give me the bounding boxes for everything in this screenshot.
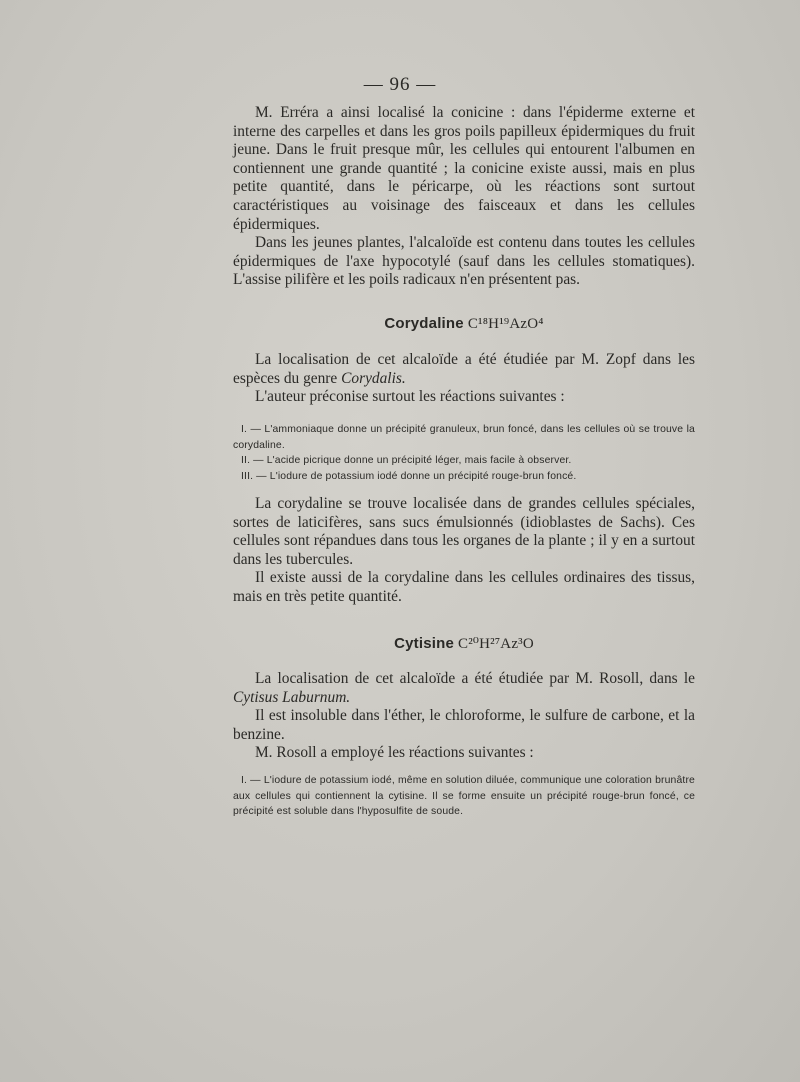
paragraph: Il existe aussi de la corydaline dans les cellules ordinaires des tissus, mais en très petite quantité. xyxy=(233,569,695,605)
paragraph: M. Erréra a ainsi localisé la conicine : dans l'épiderme externe et interne des carpelles et dans les gros poils papilleux épidermiques du fruit jeune. Dans le fruit presque mûr, les cellules qui entourent l'albumen en contiennent une grande quantité ; la conicine existe aussi, mais en plus petite quantité, dans le péricarpe, où les réactions sont surtout caractéristiques au voisinage des faisceaux et dans les cellules épidermiques. xyxy=(233,104,695,233)
section-heading-corydaline xyxy=(233,315,695,333)
cytisine-body xyxy=(233,670,695,763)
corydaline-reactions xyxy=(233,422,695,484)
paragraph: M. Rosoll a employé les réactions suivantes : xyxy=(255,744,534,762)
chemical-formula: C¹⁸H¹⁹AzO⁴ xyxy=(467,316,544,332)
genus-name: Corydalis. xyxy=(341,369,406,387)
reaction-item: III. — L'iodure de potassium iodé donne un précipité rouge-brun foncé. xyxy=(241,470,577,482)
genus-name: Cytisus Laburnum. xyxy=(233,688,351,706)
page-number: — 96 — xyxy=(363,74,437,95)
reaction-item: II. — L'acide picrique donne un précipité léger, mais facile à observer. xyxy=(241,455,572,467)
reaction-item: I. — L'ammoniaque donne un précipité granuleux, brun foncé, dans les cellules où se trouve la corydaline. xyxy=(233,424,695,451)
paragraph-text: La localisation de cet alcaloïde a été étudiée par M. Zopf dans les espèces du genre xyxy=(233,351,695,387)
paragraph: Dans les jeunes plantes, l'alcaloïde est contenu dans toutes les cellules épidermiques de l'axe hypocotylé (sauf dans les cellules stomatiques). L'assise pilifère et les poils radicaux n'en présentent pas. xyxy=(233,234,695,289)
reaction-item: I. — L'iodure de potassium iodé, même en solution diluée, communique une coloration brunâtre aux cellules qui contiennent la cytisine. Il se forme ensuite un précipité rouge-brun foncé, ce précipité est soluble dans l'hyposulfite de soude. xyxy=(233,775,695,818)
corydaline-intro xyxy=(233,351,695,407)
paragraph: Il est insoluble dans l'éther, le chloroforme, le sulfure de carbone, et la benzine. xyxy=(233,707,695,743)
paragraph: La corydaline se trouve localisée dans de grandes cellules spéciales, sortes de laticifères, sans sucs émulsionnés (idioblastes de Sachs). Ces cellules sont répandues dans tous les organes de la plante ; il y en a surtout dans les tubercules. xyxy=(233,495,695,568)
heading-title: Corydaline xyxy=(384,315,464,332)
chemical-formula: C²⁰H²⁷Az³O xyxy=(458,636,534,652)
corydaline-body xyxy=(233,495,695,607)
paragraph-text: La localisation de cet alcaloïde a été étudiée par M. Rosoll, dans le xyxy=(255,670,695,687)
cytisine-reactions xyxy=(233,773,695,820)
paragraph xyxy=(233,670,695,707)
heading-title: Cytisine xyxy=(394,635,455,652)
intro-section xyxy=(233,104,695,290)
paragraph: L'auteur préconise surtout les réactions suivantes : xyxy=(255,388,565,406)
section-heading-cytisine xyxy=(233,634,695,653)
paragraph xyxy=(233,351,695,388)
